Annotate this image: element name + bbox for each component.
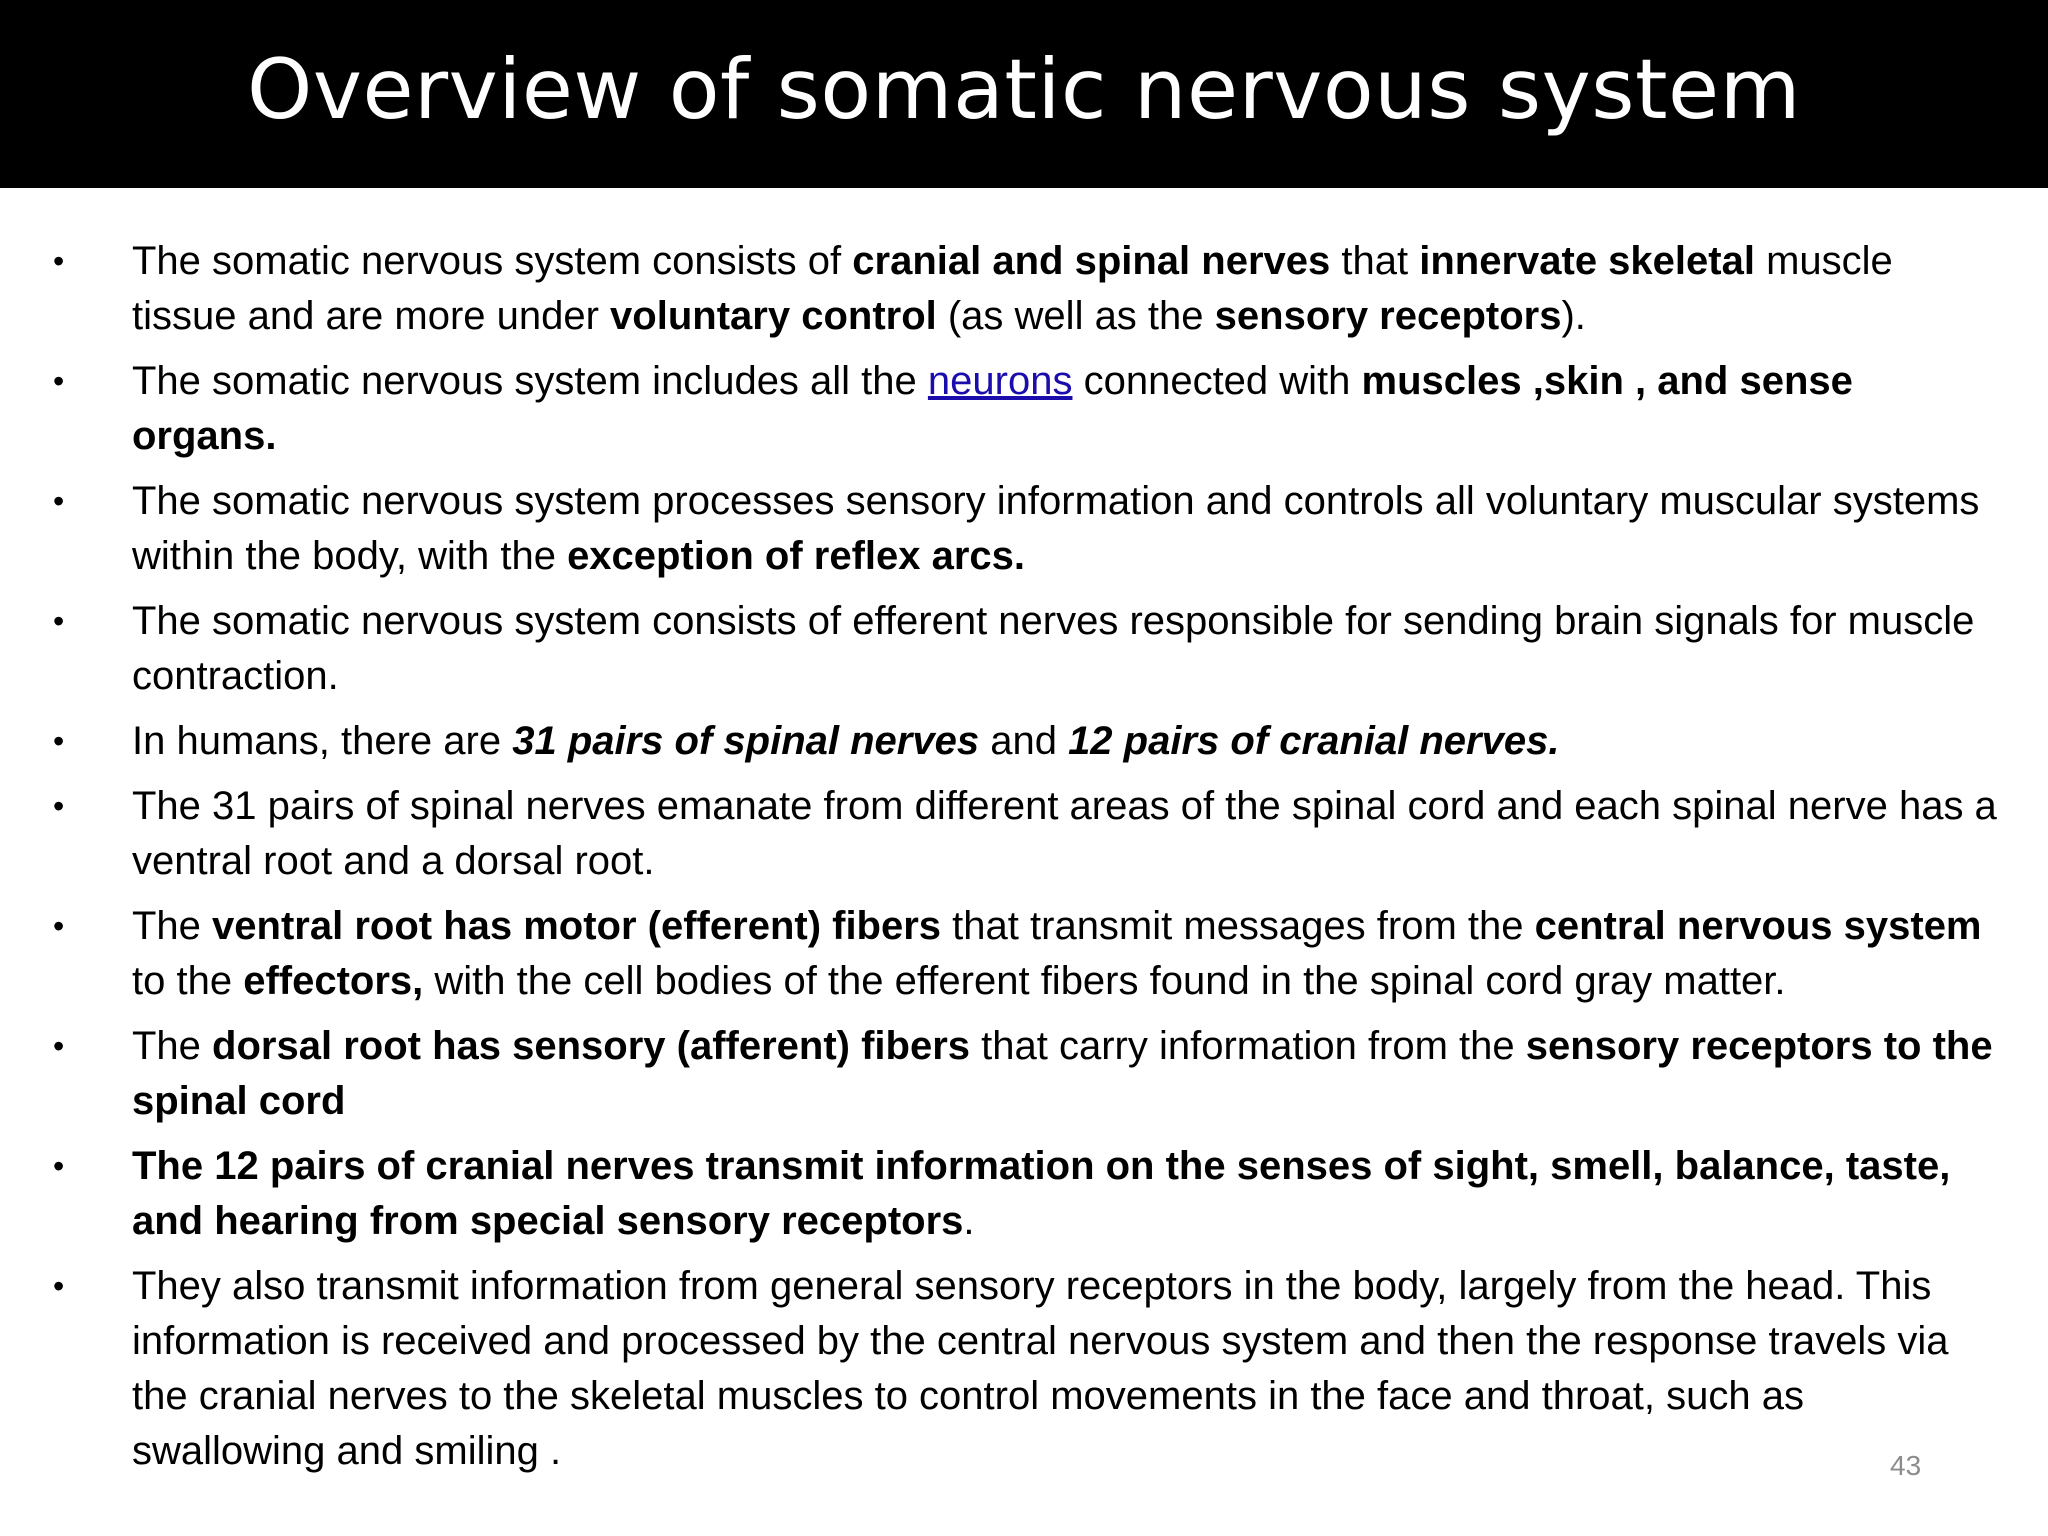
bullet-item bbox=[0, 354, 2048, 464]
bullet-text bbox=[132, 479, 1979, 578]
text-segment: connected with bbox=[1072, 359, 1362, 403]
bullet-text bbox=[132, 904, 1982, 1003]
text-segment: and bbox=[979, 719, 1069, 763]
bullet-marker: • bbox=[53, 603, 65, 639]
bullet-item bbox=[0, 714, 2048, 769]
text-segment: The somatic nervous system consists of efferent nerves responsible for sending brain signals for muscle contraction. bbox=[132, 599, 1975, 698]
text-segment: The somatic nervous system consists of bbox=[132, 239, 853, 283]
text-segment: that bbox=[1330, 239, 1420, 283]
text-segment: (as well as the bbox=[936, 294, 1215, 338]
text-segment: muscles ,skin , and sense organs. bbox=[132, 359, 1853, 458]
text-segment: with the cell bodies of the efferent fibers found in the spinal cord gray matter. bbox=[423, 959, 1786, 1003]
bullet-item bbox=[0, 899, 2048, 1009]
bullet-item bbox=[0, 779, 2048, 889]
bullet-text bbox=[132, 1144, 1950, 1243]
text-segment: central nervous system bbox=[1534, 904, 1982, 948]
bullet-text bbox=[132, 1264, 1949, 1473]
text-segment: . bbox=[963, 1199, 975, 1243]
bullet-item bbox=[0, 1019, 2048, 1129]
bullet-marker: • bbox=[53, 1028, 65, 1064]
bullet-marker: • bbox=[53, 483, 65, 519]
text-segment: to the bbox=[132, 959, 244, 1003]
text-segment: that transmit messages from the bbox=[941, 904, 1535, 948]
bullet-text bbox=[132, 719, 1559, 763]
text-segment: sensory receptors bbox=[1214, 294, 1562, 338]
text-segment: sensory receptors to the spinal cord bbox=[132, 1024, 1993, 1123]
bullet-marker: • bbox=[53, 363, 65, 399]
bullet-item bbox=[0, 1139, 2048, 1249]
bullet-marker: • bbox=[53, 1268, 65, 1304]
text-segment: voluntary control bbox=[610, 294, 937, 338]
inline-link[interactable]: neurons bbox=[927, 359, 1073, 403]
text-segment: exception of reflex arcs. bbox=[567, 534, 1026, 578]
bullet-marker: • bbox=[53, 723, 65, 759]
bullet-marker: • bbox=[53, 1148, 65, 1184]
bullet-text bbox=[132, 784, 1997, 883]
text-segment: 31 pairs of spinal nerves bbox=[512, 719, 980, 763]
text-segment: In humans, there are bbox=[132, 719, 513, 763]
text-segment: cranial and spinal nerves bbox=[852, 239, 1331, 283]
bullet-item bbox=[0, 234, 2048, 344]
text-segment: The somatic nervous system processes sensory information and controls all voluntary muscular systems within the body, with the bbox=[132, 479, 1980, 578]
bullet-text bbox=[132, 1024, 1993, 1123]
page-number: 43 bbox=[1890, 1450, 1922, 1481]
bullet-text bbox=[132, 599, 1974, 698]
bullet-item bbox=[0, 1259, 2048, 1479]
text-segment: innervate skeletal bbox=[1419, 239, 1755, 283]
text-segment: They also transmit information from general sensory receptors in the body, largely from the head. This information is received and processed by the central nervous system and then the response travels via the cranial nerves to the skeletal muscles to control movements in the face and throat, such as swallowing and smiling . bbox=[132, 1264, 1949, 1473]
text-segment: that carry information from the bbox=[970, 1024, 1526, 1068]
bullet-text bbox=[132, 359, 1853, 458]
text-segment: ventral root has motor (efferent) fibers bbox=[212, 904, 942, 948]
slide-title: Overview of somatic nervous system bbox=[247, 40, 1801, 138]
text-segment: muscle tissue and are more under bbox=[132, 239, 1893, 338]
bullet-item bbox=[0, 474, 2048, 584]
title-bar bbox=[0, 0, 2048, 188]
text-segment: The bbox=[132, 904, 213, 948]
text-segment: The 12 pairs of cranial nerves transmit information on the senses of sight, smell, balance, taste, and hearing from special sensory receptors bbox=[132, 1144, 1951, 1243]
text-segment: The somatic nervous system includes all the bbox=[132, 359, 928, 403]
text-segment: The bbox=[132, 1024, 213, 1068]
text-segment: ). bbox=[1561, 294, 1586, 338]
bullet-item bbox=[0, 594, 2048, 704]
text-segment: effectors, bbox=[243, 959, 424, 1003]
bullet-marker: • bbox=[53, 788, 65, 824]
bullet-list bbox=[0, 234, 2048, 1489]
bullet-marker: • bbox=[53, 243, 65, 279]
text-segment: The 31 pairs of spinal nerves emanate from different areas of the spinal cord and each spinal nerve has a ventral root and a dorsal root. bbox=[132, 784, 1997, 883]
text-segment: 12 pairs of cranial nerves. bbox=[1068, 719, 1560, 763]
bullet-text bbox=[132, 239, 1893, 338]
bullet-marker: • bbox=[53, 908, 65, 944]
text-segment: dorsal root has sensory (afferent) fibers bbox=[212, 1024, 971, 1068]
